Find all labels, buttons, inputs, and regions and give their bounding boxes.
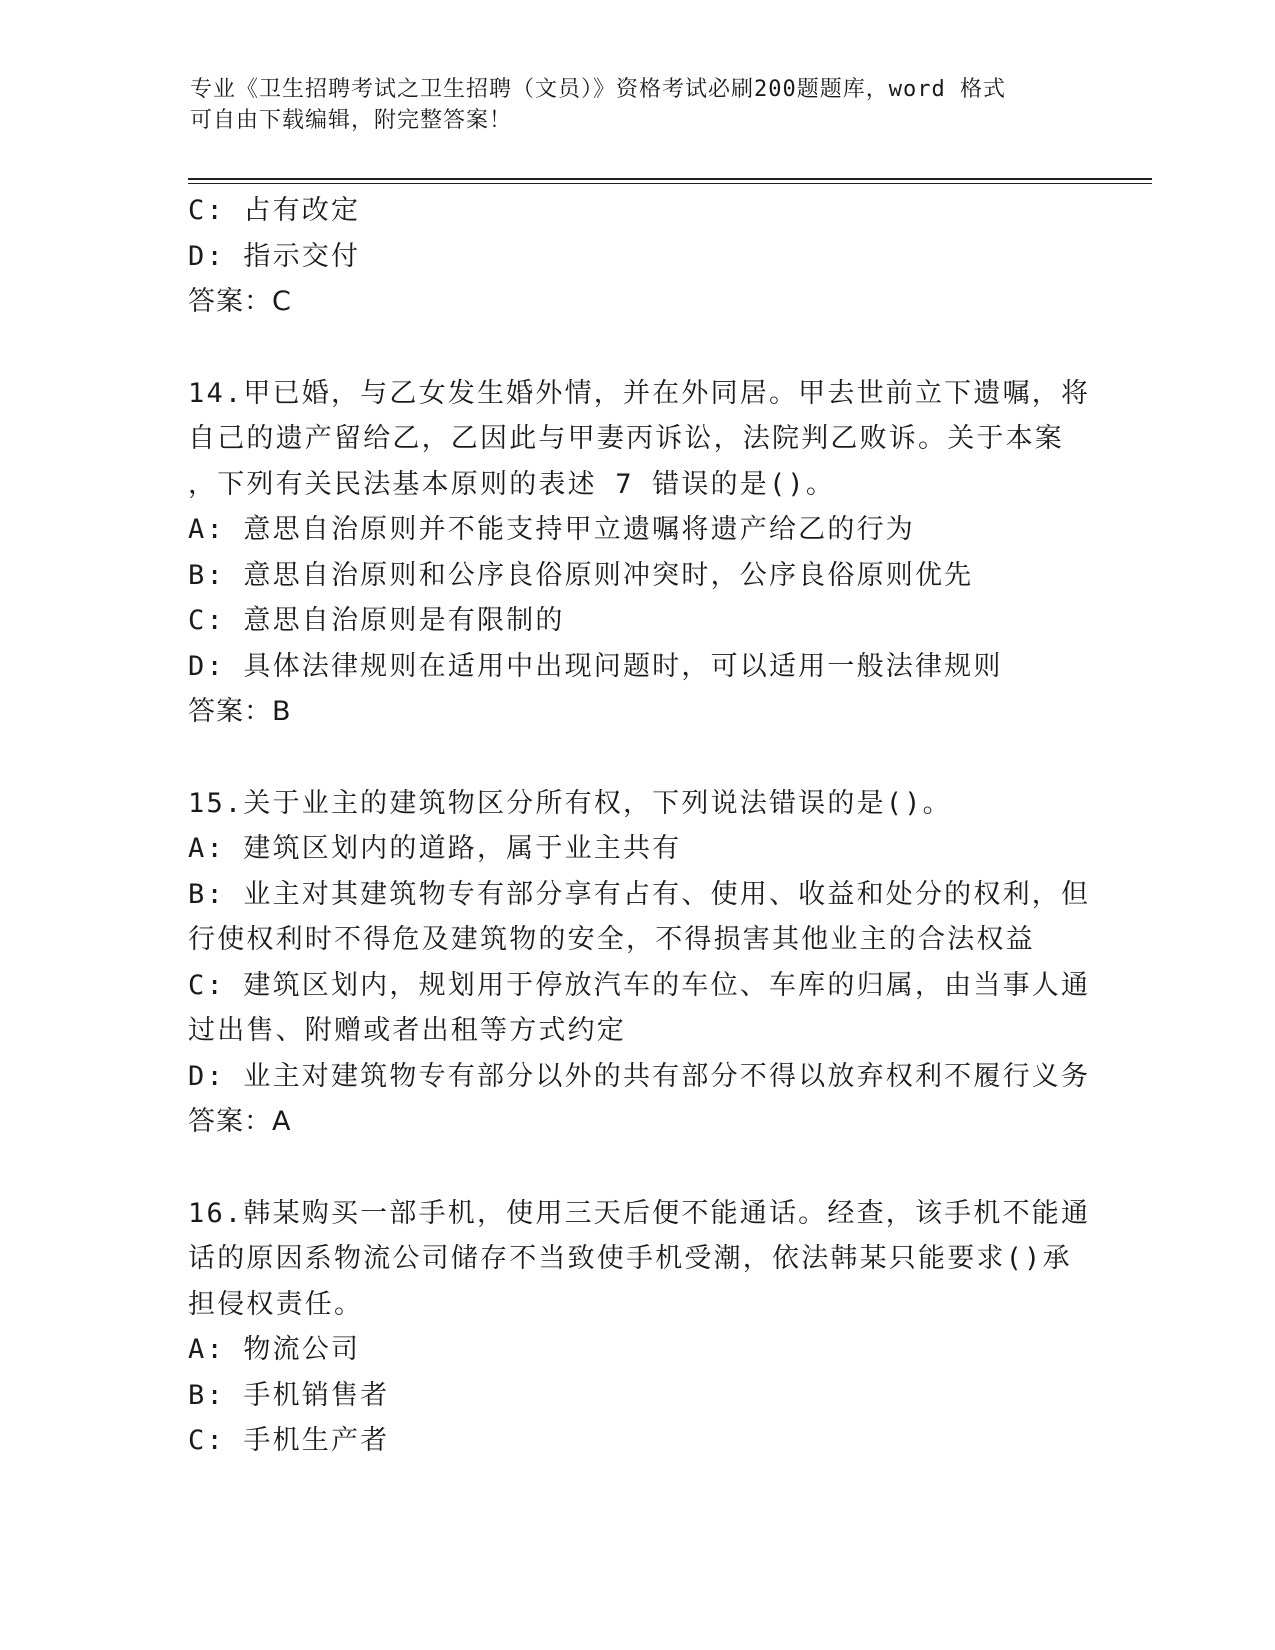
question-stem-line-1: 16.韩某购买一部手机，使用三天后便不能通话。经查，该手机不能通	[188, 1197, 1091, 1229]
option-b-line-2: 行使权利时不得危及建筑物的安全，不得损害其他业主的合法权益	[188, 924, 1035, 955]
spacer	[188, 735, 1068, 781]
option-c: C: 手机生产者	[188, 1425, 390, 1456]
question-stem-line-2: 自己的遗产留给乙，乙因此与甲妻丙诉讼，法院判乙败诉。关于本案	[188, 423, 1064, 454]
option-c-line-2: 过出售、附赠或者出租等方式约定	[188, 1015, 626, 1046]
option-a: A: 物流公司	[188, 1334, 361, 1365]
answer: 答案：A	[188, 1106, 292, 1137]
header-divider-thick	[188, 178, 1152, 180]
option-c-line-1: C: 建筑区划内，规划用于停放汽车的车位、车库的归属，由当事人通	[188, 969, 1091, 1001]
question-15	[188, 781, 1091, 1145]
question-13	[188, 188, 1068, 325]
option-d: D: 指示交付	[188, 240, 361, 272]
option-d: D: 业主对建筑物专有部分以外的共有部分不得以放弃权利不履行义务	[188, 1060, 1091, 1092]
document-header	[190, 74, 1070, 136]
answer: 答案：C	[188, 286, 292, 317]
question-stem: 15.关于业主的建筑物区分所有权，下列说法错误的是()。	[188, 787, 952, 819]
header-divider-thin	[188, 183, 1152, 184]
option-c: C: 占有改定	[188, 195, 361, 226]
question-16	[188, 1191, 1091, 1464]
header-line-2: 可自由下载编辑，附完整答案！	[190, 108, 513, 133]
option-a: A: 建筑区划内的道路，属于业主共有	[188, 833, 682, 864]
question-list	[188, 188, 1091, 1464]
option-c: C: 意思自治原则是有限制的	[188, 605, 565, 636]
question-stem-line-3: 担侵权责任。	[188, 1288, 364, 1320]
option-b-line-1: B: 业主对其建筑物专有部分享有占有、使用、收益和处分的权利，但	[188, 878, 1091, 910]
question-stem-line-2: 话的原因系物流公司储存不当致使手机受潮，依法韩某只能要求()承	[188, 1243, 1072, 1274]
option-d: D: 具体法律规则在适用中出现问题时，可以适用一般法律规则	[188, 650, 1003, 682]
question-stem-line-1: 14.甲已婚，与乙女发生婚外情，并在外同居。甲去世前立下遗嘱，将	[188, 377, 1091, 409]
option-b: B: 手机销售者	[188, 1379, 390, 1411]
answer: 答案：B	[188, 696, 292, 727]
question-14	[188, 371, 1091, 735]
question-stem-line-3: ，下列有关民法基本原则的表述 7 错误的是()。	[188, 468, 836, 500]
spacer	[188, 325, 1068, 371]
spacer	[188, 1145, 1068, 1191]
option-a: A: 意思自治原则并不能支持甲立遗嘱将遗产给乙的行为	[188, 514, 915, 545]
option-b: B: 意思自治原则和公序良俗原则冲突时，公序良俗原则优先	[188, 559, 974, 591]
header-line-1: 专业《卫生招聘考试之卫生招聘（文员）》资格考试必刷200题题库，word 格式	[190, 77, 1006, 102]
